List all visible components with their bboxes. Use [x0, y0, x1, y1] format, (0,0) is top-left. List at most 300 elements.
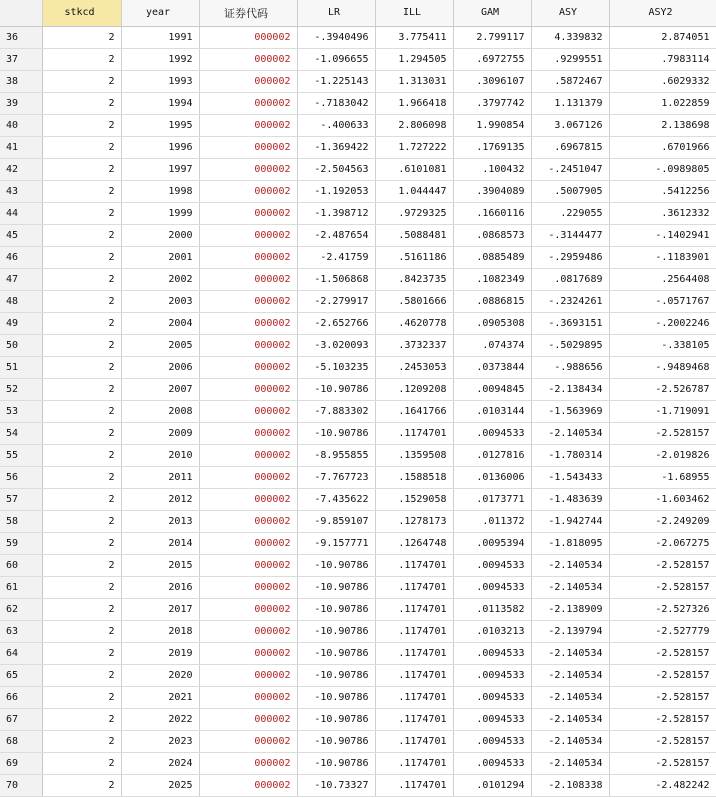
cell-lr[interactable]: -10.90786: [297, 554, 375, 576]
cell-stkcd[interactable]: 2: [42, 48, 121, 70]
row-number[interactable]: 41: [0, 136, 42, 158]
cell-gam[interactable]: .0094533: [453, 642, 531, 664]
cell-asy2[interactable]: -.0989805: [609, 158, 716, 180]
table-row[interactable]: [0, 554, 716, 576]
cell-ill[interactable]: .1174701: [375, 708, 453, 730]
cell-year[interactable]: 2025: [121, 774, 199, 796]
cell-asy[interactable]: -2.139794: [531, 620, 609, 642]
cell-gam[interactable]: .1660116: [453, 202, 531, 224]
table-row[interactable]: [0, 532, 716, 554]
row-number[interactable]: 38: [0, 70, 42, 92]
cell-ill[interactable]: .6101081: [375, 158, 453, 180]
cell-asy2[interactable]: -2.528157: [609, 422, 716, 444]
table-row[interactable]: [0, 268, 716, 290]
cell-asy[interactable]: -2.140534: [531, 686, 609, 708]
cell-stkcd[interactable]: 2: [42, 422, 121, 444]
cell-gam[interactable]: .0094533: [453, 708, 531, 730]
column-header-year[interactable]: year: [121, 0, 199, 26]
cell-gam[interactable]: .100432: [453, 158, 531, 180]
cell-stkcd[interactable]: 2: [42, 642, 121, 664]
cell-lr[interactable]: -.400633: [297, 114, 375, 136]
cell-asy[interactable]: -.3693151: [531, 312, 609, 334]
cell-gam[interactable]: .0886815: [453, 290, 531, 312]
cell-asy[interactable]: 3.067126: [531, 114, 609, 136]
table-row[interactable]: [0, 246, 716, 268]
cell-gam[interactable]: .0103213: [453, 620, 531, 642]
cell-ill[interactable]: 2.806098: [375, 114, 453, 136]
table-row[interactable]: [0, 774, 716, 796]
column-header-lr[interactable]: LR: [297, 0, 375, 26]
cell-asy[interactable]: -.2324261: [531, 290, 609, 312]
table-row[interactable]: [0, 290, 716, 312]
row-number[interactable]: 52: [0, 378, 42, 400]
cell-ill[interactable]: .2453053: [375, 356, 453, 378]
cell-security-code[interactable]: 000002: [199, 730, 297, 752]
cell-ill[interactable]: .1359508: [375, 444, 453, 466]
cell-year[interactable]: 2022: [121, 708, 199, 730]
cell-ill[interactable]: .1641766: [375, 400, 453, 422]
row-number[interactable]: 56: [0, 466, 42, 488]
table-row[interactable]: [0, 686, 716, 708]
cell-asy2[interactable]: .2564408: [609, 268, 716, 290]
cell-asy[interactable]: -1.942744: [531, 510, 609, 532]
cell-stkcd[interactable]: 2: [42, 202, 121, 224]
row-number[interactable]: 60: [0, 554, 42, 576]
cell-security-code[interactable]: 000002: [199, 356, 297, 378]
cell-security-code[interactable]: 000002: [199, 136, 297, 158]
cell-asy[interactable]: .0817689: [531, 268, 609, 290]
cell-lr[interactable]: -10.90786: [297, 422, 375, 444]
row-number[interactable]: 49: [0, 312, 42, 334]
cell-ill[interactable]: .1588518: [375, 466, 453, 488]
cell-ill[interactable]: .1174701: [375, 576, 453, 598]
cell-ill[interactable]: .1174701: [375, 554, 453, 576]
cell-asy2[interactable]: -1.603462: [609, 488, 716, 510]
cell-security-code[interactable]: 000002: [199, 290, 297, 312]
cell-gam[interactable]: .0373844: [453, 356, 531, 378]
cell-asy[interactable]: .5007905: [531, 180, 609, 202]
cell-security-code[interactable]: 000002: [199, 48, 297, 70]
cell-stkcd[interactable]: 2: [42, 620, 121, 642]
cell-ill[interactable]: 1.313031: [375, 70, 453, 92]
cell-lr[interactable]: -5.103235: [297, 356, 375, 378]
cell-ill[interactable]: .1264748: [375, 532, 453, 554]
table-row[interactable]: [0, 158, 716, 180]
cell-stkcd[interactable]: 2: [42, 488, 121, 510]
cell-gam[interactable]: .0094533: [453, 686, 531, 708]
cell-gam[interactable]: .0094533: [453, 730, 531, 752]
cell-lr[interactable]: -2.504563: [297, 158, 375, 180]
cell-ill[interactable]: 1.966418: [375, 92, 453, 114]
cell-asy2[interactable]: .5412256: [609, 180, 716, 202]
table-row[interactable]: [0, 466, 716, 488]
cell-stkcd[interactable]: 2: [42, 730, 121, 752]
cell-security-code[interactable]: 000002: [199, 708, 297, 730]
cell-gam[interactable]: .0094533: [453, 576, 531, 598]
cell-asy2[interactable]: -1.719091: [609, 400, 716, 422]
table-row[interactable]: [0, 510, 716, 532]
cell-asy2[interactable]: -.1183901: [609, 246, 716, 268]
cell-security-code[interactable]: 000002: [199, 26, 297, 48]
table-row[interactable]: [0, 422, 716, 444]
cell-asy[interactable]: -2.140534: [531, 576, 609, 598]
cell-gam[interactable]: .0094533: [453, 752, 531, 774]
cell-asy2[interactable]: -2.527326: [609, 598, 716, 620]
cell-gam[interactable]: .0136006: [453, 466, 531, 488]
cell-lr[interactable]: -1.398712: [297, 202, 375, 224]
column-header-asy2[interactable]: ASY2: [609, 0, 716, 26]
cell-gam[interactable]: .0113582: [453, 598, 531, 620]
cell-year[interactable]: 2007: [121, 378, 199, 400]
cell-gam[interactable]: .3797742: [453, 92, 531, 114]
column-header-security-code[interactable]: 证券代码: [199, 0, 297, 26]
cell-gam[interactable]: .0905308: [453, 312, 531, 334]
table-row[interactable]: [0, 224, 716, 246]
cell-asy2[interactable]: -2.528157: [609, 752, 716, 774]
cell-lr[interactable]: -10.90786: [297, 708, 375, 730]
cell-gam[interactable]: .0868573: [453, 224, 531, 246]
row-number[interactable]: 42: [0, 158, 42, 180]
cell-gam[interactable]: .0094533: [453, 664, 531, 686]
table-row[interactable]: [0, 356, 716, 378]
cell-year[interactable]: 2011: [121, 466, 199, 488]
cell-stkcd[interactable]: 2: [42, 334, 121, 356]
cell-ill[interactable]: 3.775411: [375, 26, 453, 48]
column-header-stkcd[interactable]: stkcd: [42, 0, 121, 26]
cell-security-code[interactable]: 000002: [199, 576, 297, 598]
cell-asy[interactable]: -2.140534: [531, 730, 609, 752]
cell-year[interactable]: 1996: [121, 136, 199, 158]
table-row[interactable]: [0, 488, 716, 510]
cell-gam[interactable]: 2.799117: [453, 26, 531, 48]
cell-ill[interactable]: .5161186: [375, 246, 453, 268]
cell-stkcd[interactable]: 2: [42, 598, 121, 620]
cell-security-code[interactable]: 000002: [199, 422, 297, 444]
cell-lr[interactable]: -7.883302: [297, 400, 375, 422]
cell-asy2[interactable]: -2.528157: [609, 708, 716, 730]
cell-security-code[interactable]: 000002: [199, 224, 297, 246]
table-row[interactable]: [0, 752, 716, 774]
cell-gam[interactable]: .011372: [453, 510, 531, 532]
row-number[interactable]: 45: [0, 224, 42, 246]
row-number[interactable]: 37: [0, 48, 42, 70]
cell-asy[interactable]: -2.140534: [531, 664, 609, 686]
row-number[interactable]: 50: [0, 334, 42, 356]
cell-ill[interactable]: .1174701: [375, 620, 453, 642]
row-number[interactable]: 58: [0, 510, 42, 532]
cell-asy[interactable]: -.3144477: [531, 224, 609, 246]
cell-security-code[interactable]: 000002: [199, 488, 297, 510]
cell-lr[interactable]: -10.90786: [297, 378, 375, 400]
row-number[interactable]: 57: [0, 488, 42, 510]
cell-stkcd[interactable]: 2: [42, 224, 121, 246]
cell-asy[interactable]: -2.138909: [531, 598, 609, 620]
cell-lr[interactable]: -10.90786: [297, 686, 375, 708]
cell-year[interactable]: 2009: [121, 422, 199, 444]
cell-stkcd[interactable]: 2: [42, 686, 121, 708]
cell-lr[interactable]: -8.955855: [297, 444, 375, 466]
table-row[interactable]: [0, 70, 716, 92]
cell-ill[interactable]: .3732337: [375, 334, 453, 356]
row-number[interactable]: 65: [0, 664, 42, 686]
cell-asy[interactable]: -1.563969: [531, 400, 609, 422]
row-number[interactable]: 61: [0, 576, 42, 598]
cell-security-code[interactable]: 000002: [199, 774, 297, 796]
table-row[interactable]: [0, 114, 716, 136]
cell-year[interactable]: 2017: [121, 598, 199, 620]
cell-ill[interactable]: .1174701: [375, 686, 453, 708]
cell-year[interactable]: 2016: [121, 576, 199, 598]
row-number[interactable]: 63: [0, 620, 42, 642]
cell-security-code[interactable]: 000002: [199, 158, 297, 180]
cell-lr[interactable]: -3.020093: [297, 334, 375, 356]
cell-stkcd[interactable]: 2: [42, 26, 121, 48]
cell-stkcd[interactable]: 2: [42, 136, 121, 158]
cell-lr[interactable]: -10.90786: [297, 730, 375, 752]
cell-lr[interactable]: -1.225143: [297, 70, 375, 92]
cell-stkcd[interactable]: 2: [42, 576, 121, 598]
cell-ill[interactable]: .1174701: [375, 598, 453, 620]
cell-year[interactable]: 2018: [121, 620, 199, 642]
cell-year[interactable]: 2006: [121, 356, 199, 378]
cell-stkcd[interactable]: 2: [42, 378, 121, 400]
cell-lr[interactable]: -1.192053: [297, 180, 375, 202]
cell-asy[interactable]: -1.818095: [531, 532, 609, 554]
cell-gam[interactable]: .1082349: [453, 268, 531, 290]
cell-asy2[interactable]: .7983114: [609, 48, 716, 70]
cell-gam[interactable]: .0101294: [453, 774, 531, 796]
cell-year[interactable]: 1992: [121, 48, 199, 70]
cell-gam[interactable]: .0094845: [453, 378, 531, 400]
cell-lr[interactable]: -2.279917: [297, 290, 375, 312]
cell-stkcd[interactable]: 2: [42, 92, 121, 114]
cell-year[interactable]: 2005: [121, 334, 199, 356]
table-row[interactable]: [0, 180, 716, 202]
cell-asy[interactable]: -.5029895: [531, 334, 609, 356]
cell-ill[interactable]: .1174701: [375, 730, 453, 752]
cell-security-code[interactable]: 000002: [199, 466, 297, 488]
cell-asy[interactable]: .5872467: [531, 70, 609, 92]
cell-ill[interactable]: 1.044447: [375, 180, 453, 202]
table-row[interactable]: [0, 136, 716, 158]
table-row[interactable]: [0, 598, 716, 620]
cell-year[interactable]: 2024: [121, 752, 199, 774]
table-row[interactable]: [0, 202, 716, 224]
table-row[interactable]: [0, 92, 716, 114]
cell-security-code[interactable]: 000002: [199, 554, 297, 576]
cell-ill[interactable]: .1529058: [375, 488, 453, 510]
cell-lr[interactable]: -.7183042: [297, 92, 375, 114]
cell-stkcd[interactable]: 2: [42, 114, 121, 136]
cell-year[interactable]: 2014: [121, 532, 199, 554]
cell-security-code[interactable]: 000002: [199, 664, 297, 686]
row-number[interactable]: 69: [0, 752, 42, 774]
cell-stkcd[interactable]: 2: [42, 510, 121, 532]
row-number[interactable]: 70: [0, 774, 42, 796]
cell-stkcd[interactable]: 2: [42, 774, 121, 796]
cell-asy2[interactable]: -2.528157: [609, 642, 716, 664]
row-number[interactable]: 59: [0, 532, 42, 554]
cell-ill[interactable]: .8423735: [375, 268, 453, 290]
cell-gam[interactable]: .0095394: [453, 532, 531, 554]
cell-security-code[interactable]: 000002: [199, 642, 297, 664]
cell-ill[interactable]: 1.727222: [375, 136, 453, 158]
cell-ill[interactable]: 1.294505: [375, 48, 453, 70]
column-header-ill[interactable]: ILL: [375, 0, 453, 26]
cell-lr[interactable]: -7.767723: [297, 466, 375, 488]
cell-lr[interactable]: -2.487654: [297, 224, 375, 246]
row-number[interactable]: 48: [0, 290, 42, 312]
cell-security-code[interactable]: 000002: [199, 686, 297, 708]
cell-asy2[interactable]: -2.019826: [609, 444, 716, 466]
row-number[interactable]: 64: [0, 642, 42, 664]
row-number[interactable]: 62: [0, 598, 42, 620]
row-number[interactable]: 47: [0, 268, 42, 290]
cell-ill[interactable]: .1174701: [375, 752, 453, 774]
cell-asy2[interactable]: .3612332: [609, 202, 716, 224]
cell-lr[interactable]: -2.41759: [297, 246, 375, 268]
cell-year[interactable]: 1998: [121, 180, 199, 202]
cell-stkcd[interactable]: 2: [42, 290, 121, 312]
table-row[interactable]: [0, 312, 716, 334]
cell-lr[interactable]: -1.096655: [297, 48, 375, 70]
cell-asy[interactable]: 4.339832: [531, 26, 609, 48]
cell-asy[interactable]: -2.140534: [531, 752, 609, 774]
cell-asy[interactable]: -2.140534: [531, 708, 609, 730]
cell-security-code[interactable]: 000002: [199, 510, 297, 532]
cell-ill[interactable]: .1174701: [375, 422, 453, 444]
cell-lr[interactable]: -7.435622: [297, 488, 375, 510]
cell-ill[interactable]: .9729325: [375, 202, 453, 224]
cell-asy[interactable]: -2.140534: [531, 554, 609, 576]
cell-gam[interactable]: .074374: [453, 334, 531, 356]
row-number[interactable]: 46: [0, 246, 42, 268]
cell-year[interactable]: 1994: [121, 92, 199, 114]
cell-asy2[interactable]: -2.528157: [609, 664, 716, 686]
cell-gam[interactable]: .1769135: [453, 136, 531, 158]
cell-security-code[interactable]: 000002: [199, 92, 297, 114]
cell-security-code[interactable]: 000002: [199, 620, 297, 642]
cell-asy[interactable]: -2.140534: [531, 422, 609, 444]
table-row[interactable]: [0, 664, 716, 686]
cell-year[interactable]: 1991: [121, 26, 199, 48]
cell-gam[interactable]: .0103144: [453, 400, 531, 422]
cell-stkcd[interactable]: 2: [42, 554, 121, 576]
cell-year[interactable]: 1995: [121, 114, 199, 136]
corner-cell[interactable]: [0, 0, 42, 26]
row-number[interactable]: 53: [0, 400, 42, 422]
table-row[interactable]: [0, 400, 716, 422]
cell-ill[interactable]: .4620778: [375, 312, 453, 334]
cell-asy[interactable]: 1.131379: [531, 92, 609, 114]
cell-lr[interactable]: -2.652766: [297, 312, 375, 334]
cell-lr[interactable]: -9.157771: [297, 532, 375, 554]
cell-stkcd[interactable]: 2: [42, 312, 121, 334]
cell-year[interactable]: 2023: [121, 730, 199, 752]
cell-year[interactable]: 2004: [121, 312, 199, 334]
row-number[interactable]: 54: [0, 422, 42, 444]
cell-security-code[interactable]: 000002: [199, 312, 297, 334]
cell-asy2[interactable]: -.1402941: [609, 224, 716, 246]
cell-year[interactable]: 2000: [121, 224, 199, 246]
cell-asy[interactable]: -2.108338: [531, 774, 609, 796]
table-row[interactable]: [0, 708, 716, 730]
cell-asy[interactable]: -1.483639: [531, 488, 609, 510]
cell-ill[interactable]: .5801666: [375, 290, 453, 312]
cell-security-code[interactable]: 000002: [199, 752, 297, 774]
row-number[interactable]: 43: [0, 180, 42, 202]
column-header-gam[interactable]: GAM: [453, 0, 531, 26]
cell-asy2[interactable]: .6029332: [609, 70, 716, 92]
cell-lr[interactable]: -10.90786: [297, 664, 375, 686]
cell-asy2[interactable]: -1.68955: [609, 466, 716, 488]
cell-asy2[interactable]: 2.874051: [609, 26, 716, 48]
table-row[interactable]: [0, 620, 716, 642]
cell-gam[interactable]: .0127816: [453, 444, 531, 466]
cell-stkcd[interactable]: 2: [42, 70, 121, 92]
cell-stkcd[interactable]: 2: [42, 708, 121, 730]
table-row[interactable]: [0, 26, 716, 48]
cell-lr[interactable]: -10.73327: [297, 774, 375, 796]
cell-lr[interactable]: -10.90786: [297, 642, 375, 664]
cell-security-code[interactable]: 000002: [199, 400, 297, 422]
cell-year[interactable]: 2002: [121, 268, 199, 290]
cell-security-code[interactable]: 000002: [199, 70, 297, 92]
cell-stkcd[interactable]: 2: [42, 532, 121, 554]
cell-ill[interactable]: .1174701: [375, 664, 453, 686]
cell-asy2[interactable]: .6701966: [609, 136, 716, 158]
cell-asy2[interactable]: -2.482242: [609, 774, 716, 796]
cell-asy[interactable]: -2.138434: [531, 378, 609, 400]
cell-security-code[interactable]: 000002: [199, 532, 297, 554]
cell-stkcd[interactable]: 2: [42, 752, 121, 774]
cell-year[interactable]: 2001: [121, 246, 199, 268]
cell-asy2[interactable]: -.2002246: [609, 312, 716, 334]
cell-gam[interactable]: .6972755: [453, 48, 531, 70]
cell-stkcd[interactable]: 2: [42, 158, 121, 180]
table-row[interactable]: [0, 576, 716, 598]
row-number[interactable]: 39: [0, 92, 42, 114]
cell-asy2[interactable]: 2.138698: [609, 114, 716, 136]
cell-asy[interactable]: -1.780314: [531, 444, 609, 466]
cell-ill[interactable]: .1278173: [375, 510, 453, 532]
cell-stkcd[interactable]: 2: [42, 444, 121, 466]
cell-asy2[interactable]: -2.528157: [609, 686, 716, 708]
cell-stkcd[interactable]: 2: [42, 664, 121, 686]
cell-asy2[interactable]: -2.528157: [609, 730, 716, 752]
cell-year[interactable]: 2021: [121, 686, 199, 708]
row-number[interactable]: 36: [0, 26, 42, 48]
cell-security-code[interactable]: 000002: [199, 114, 297, 136]
cell-asy[interactable]: .9299551: [531, 48, 609, 70]
cell-gam[interactable]: .0094533: [453, 554, 531, 576]
cell-stkcd[interactable]: 2: [42, 356, 121, 378]
cell-lr[interactable]: -10.90786: [297, 752, 375, 774]
cell-lr[interactable]: -9.859107: [297, 510, 375, 532]
cell-asy2[interactable]: -2.527779: [609, 620, 716, 642]
cell-asy[interactable]: .229055: [531, 202, 609, 224]
cell-security-code[interactable]: 000002: [199, 598, 297, 620]
cell-lr[interactable]: -10.90786: [297, 576, 375, 598]
cell-year[interactable]: 2020: [121, 664, 199, 686]
cell-gam[interactable]: .0173771: [453, 488, 531, 510]
cell-year[interactable]: 1997: [121, 158, 199, 180]
cell-asy[interactable]: .6967815: [531, 136, 609, 158]
cell-year[interactable]: 2008: [121, 400, 199, 422]
row-number[interactable]: 68: [0, 730, 42, 752]
cell-asy2[interactable]: -2.528157: [609, 576, 716, 598]
cell-year[interactable]: 1999: [121, 202, 199, 224]
